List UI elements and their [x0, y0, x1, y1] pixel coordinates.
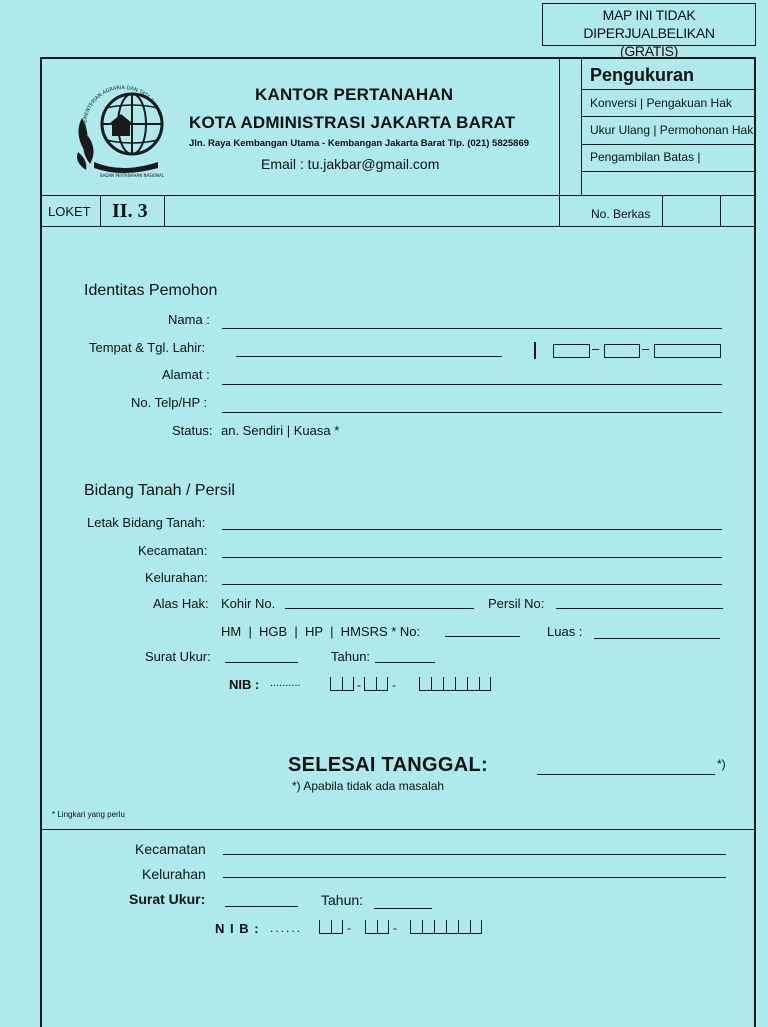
hmsrs-field[interactable]	[445, 636, 520, 637]
telp-label: No. Telp/HP :	[131, 395, 208, 410]
nib-box-3[interactable]	[419, 677, 491, 691]
birth-year-box[interactable]	[654, 344, 721, 358]
bottom-kecamatan-label: Kecamatan	[135, 841, 206, 857]
berkas-cell-divider	[662, 195, 663, 226]
stamp-line2: (GRATIS)	[619, 43, 678, 59]
org-name: KANTOR PERTANAHAN	[255, 85, 454, 104]
category-margin	[581, 57, 582, 196]
selesai-note: *) Apabila tidak ada masalah	[292, 779, 445, 793]
bottom-nib-dots: ......	[270, 921, 303, 935]
bottom-nib-box-1[interactable]	[319, 920, 343, 934]
footnote: * Lingkari yang perlu	[52, 810, 125, 819]
persil-field[interactable]	[556, 608, 723, 609]
selesai-label: SELESAI TANGGAL:	[288, 754, 488, 776]
kelurahan-field[interactable]	[222, 584, 722, 585]
nib-label: NIB :	[229, 677, 260, 692]
berkas-label: No. Berkas	[591, 207, 651, 221]
luas-label: Luas :	[547, 624, 583, 639]
bottom-nib-label: N I B :	[215, 921, 260, 936]
alas-hak-label: Alas Hak:	[153, 596, 209, 611]
category-row-line	[581, 144, 756, 145]
berkas-cell-divider	[720, 195, 721, 226]
loket-cell-divider	[100, 195, 101, 226]
alamat-label: Alamat :	[162, 367, 210, 382]
status-options[interactable]: an. Sendiri | Kuasa *	[221, 423, 340, 438]
category-row-line	[581, 116, 756, 117]
tempat-lahir-field[interactable]	[236, 356, 502, 357]
bottom-kecamatan-field[interactable]	[223, 854, 726, 855]
alamat-field[interactable]	[222, 384, 722, 385]
letak-field[interactable]	[222, 529, 722, 530]
bottom-surat-ukur-label: Surat Ukur:	[129, 891, 206, 907]
category-row-line	[581, 89, 756, 90]
svg-text:BADAN PERTANAHAN NASIONAL: BADAN PERTANAHAN NASIONAL	[99, 173, 165, 178]
date-separator	[534, 342, 536, 359]
loket-label: LOKET	[48, 204, 91, 219]
not-for-sale-stamp	[542, 3, 756, 59]
loket-cell-divider	[164, 195, 165, 226]
loket-divider	[40, 226, 756, 227]
birth-month-box[interactable]	[604, 344, 640, 358]
category-divider	[559, 57, 560, 227]
bottom-divider	[40, 829, 756, 830]
kecamatan-label: Kecamatan:	[138, 543, 208, 558]
kecamatan-field[interactable]	[222, 557, 722, 558]
bottom-nib-box-3[interactable]	[410, 920, 482, 934]
bottom-surat-ukur-field[interactable]	[225, 906, 298, 907]
kohir-field[interactable]	[285, 608, 474, 609]
nib-box-2[interactable]	[364, 677, 388, 691]
nib-box-1[interactable]	[330, 677, 354, 691]
tahun-label: Tahun:	[331, 649, 371, 664]
bidang-heading: Bidang Tanah / Persil	[84, 482, 235, 499]
category-title: Pengukuran	[590, 65, 695, 85]
surat-ukur-label: Surat Ukur:	[145, 649, 211, 664]
luas-field[interactable]	[594, 638, 720, 639]
pemohon-heading: Identitas Pemohon	[84, 282, 218, 299]
surat-ukur-field[interactable]	[225, 662, 298, 663]
category-item-pengambilan-batas[interactable]: Pengambilan Batas |	[590, 150, 701, 164]
bottom-kelurahan-field[interactable]	[223, 877, 726, 878]
bpn-logo	[72, 78, 174, 180]
org-city: KOTA ADMINISTRASI JAKARTA BARAT	[189, 113, 516, 132]
svg-text:KEMENTERIAN AGRARIA DAN TATA R: KEMENTERIAN AGRARIA DAN TATA RUANG	[81, 84, 163, 127]
stamp-line1: MAP INI TIDAK DIPERJUALBELIKAN	[583, 7, 715, 41]
kohir-label: Kohir No.	[221, 596, 276, 611]
loket-number: II. 3	[112, 200, 148, 222]
header-divider	[40, 195, 756, 196]
org-address: Jln. Raya Kembangan Utama - Kembangan Jakarta Barat Tlp. (021) 5825869	[189, 138, 530, 149]
birth-day-box[interactable]	[553, 344, 590, 358]
letak-label: Letak Bidang Tanah:	[87, 515, 206, 530]
category-row-line	[581, 171, 756, 172]
nama-field[interactable]	[222, 328, 722, 329]
nib-dots: ..........	[270, 677, 301, 689]
tahun-field[interactable]	[375, 662, 435, 663]
hak-types[interactable]: HM | HGB | HP | HMSRS * No:	[221, 624, 421, 639]
nama-label: Nama :	[168, 312, 210, 327]
bottom-tahun-field[interactable]	[374, 908, 432, 909]
status-label: Status:	[172, 423, 213, 438]
category-item-konversi[interactable]: Konversi | Pengakuan Hak	[590, 96, 732, 110]
bottom-kelurahan-label: Kelurahan	[142, 866, 206, 882]
persil-label: Persil No:	[488, 596, 545, 611]
bottom-nib-box-2[interactable]	[365, 920, 389, 934]
category-item-ukur-ulang[interactable]: Ukur Ulang | Permohonan Hak	[590, 123, 754, 137]
org-email: Email : tu.jakbar@gmail.com	[261, 156, 440, 172]
telp-field[interactable]	[222, 412, 722, 413]
selesai-mark: *)	[717, 757, 726, 771]
kelurahan-label: Kelurahan:	[145, 570, 208, 585]
selesai-date-field[interactable]	[537, 774, 715, 775]
bottom-tahun-label: Tahun:	[321, 892, 364, 908]
ttl-label: Tempat & Tgl. Lahir:	[89, 340, 206, 355]
